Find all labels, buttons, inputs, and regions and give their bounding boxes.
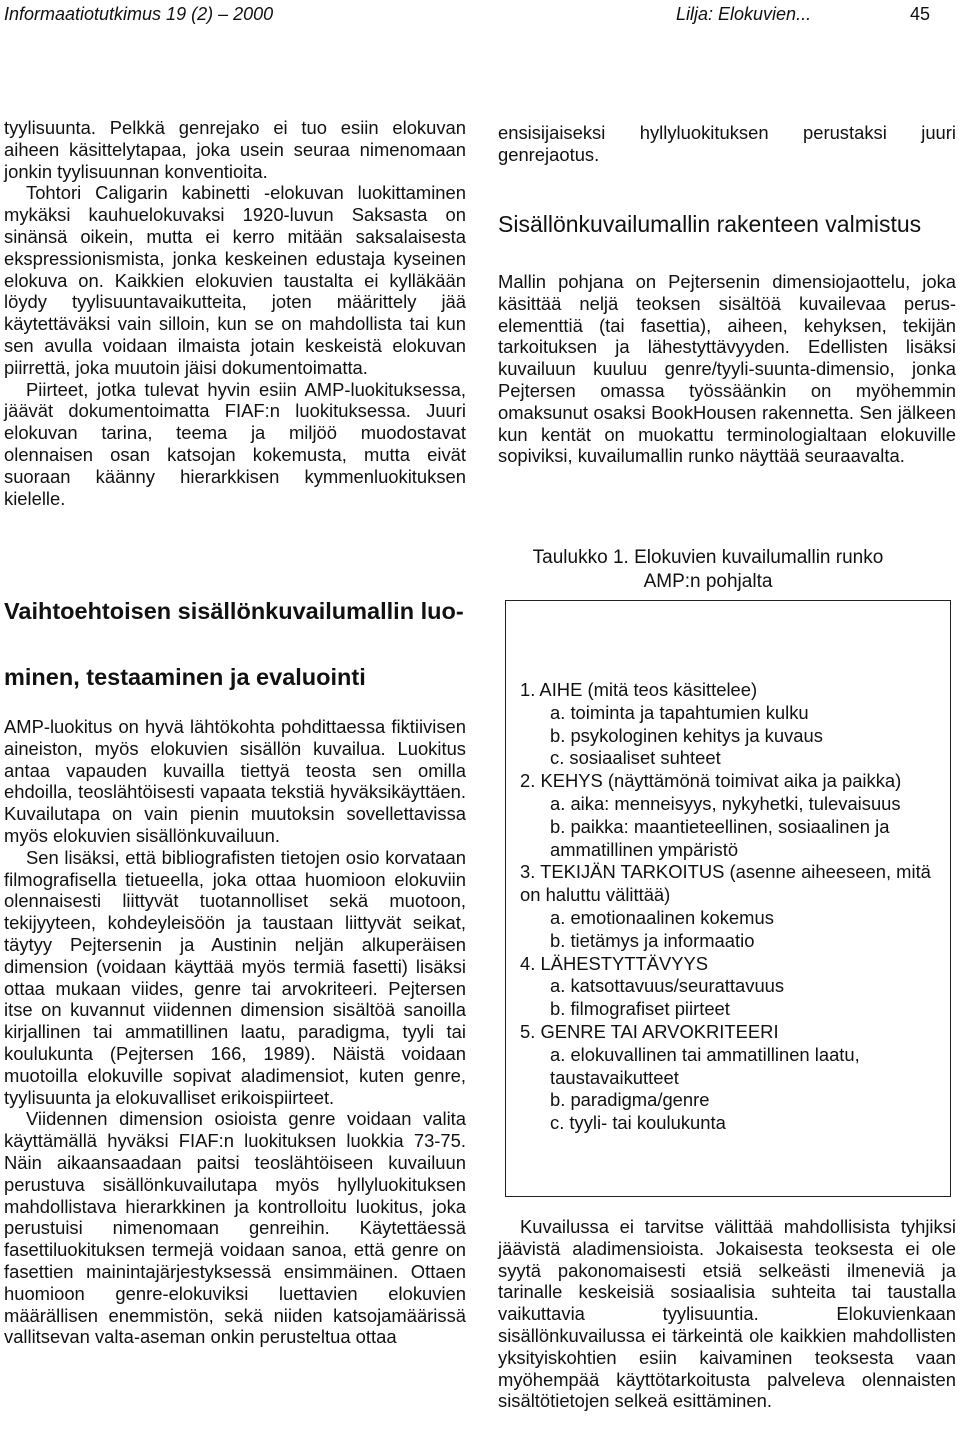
section-heading-right: Sisällönkuvailumallin rakenteen valmistus: [498, 211, 922, 237]
table-subdimension: a. katsottavuus/seurattavuus: [550, 975, 785, 997]
paragraph: tyylisuunta. Pelkkä genrejako ei tuo esiin elokuvan aiheen käsittelytapaa, joka usein seuraa nimenomaan jonkin tyylisuunnan konventioita.: [4, 117, 466, 182]
table-subdimension: b. paradigma/genre: [550, 1089, 710, 1111]
page-number: 45: [909, 4, 930, 24]
table-subdimension: c. tyyli- tai koulukunta: [550, 1112, 726, 1134]
table-subdimension: c. sosiaaliset suhteet: [550, 747, 721, 769]
table-subdimension: a. emotionaalinen kokemus: [550, 906, 774, 928]
right-column-intro: [498, 122, 956, 166]
left-column-bottom: [4, 716, 466, 1348]
table-box: [505, 600, 951, 1197]
table-subdimension: a. elokuvallinen tai ammatillinen laatu, taustavaikutteet: [550, 1043, 860, 1088]
table-dimension: 3. TEKIJÄN TARKOITUS (asenne aiheeseen, mitä on haluttu välittää): [520, 861, 931, 906]
section-heading-left: [4, 578, 474, 710]
journal-citation: Informaatiotutkimus 19 (2) – 2000: [4, 4, 274, 24]
paragraph: Kuvailussa ei tarvitse välittää mahdollisista tyhjiksi jäävistä aladimensioista. Jokaisesta teoksesta ei ole syytä pakonomaisesti etsiä selkeästi ilmeneviä ja tarinalle keskeisiä sosiaalisia suhteita tai taustalla vaikuttavia tyylisuuntia. Elokuvienkaan sisällönkuvailussa ei tärkeintä ole kaikkien mahdollisten yksityiskohtien esiin kaivaminen teoksesta vaan myöhempää käyttötarkoitusta palveleva olennaisten sisältötietojen selkeä esittäminen.: [498, 1216, 956, 1412]
right-column-model: [498, 271, 956, 467]
paragraph: Piirteet, jotka tulevat hyvin esiin AMP-luokituksessa, jäävät dokumentoimatta FIAF:n luokituksessa. Juuri elokuvan tarina, teema ja miljöö muodostavat olennaisen osan katsojan kokemusta, mutta eivät suoraan käänny hierarkkisen kymmenluokituksen kielelle.: [4, 378, 466, 509]
table-list: [520, 679, 940, 1135]
table-subdimension: b. tietämys ja informaatio: [550, 929, 755, 951]
table-subdimension: b. psykologinen kehitys ja kuvaus: [550, 724, 823, 746]
table-subdimension: b. filmografiset piirteet: [550, 998, 730, 1020]
paragraph: Tohtori Caligarin kabinetti -elokuvan luokittaminen mykäksi kauhuelokuvaksi 1920-luvun Saksasta on sinänsä oikein, mutta ei kerro mitään saksalaisesta ekspressionismista, jonka keskeinen edustaja kyseinen elokuva on. Kaikkien elokuvien taustalta ei kylläkään löydy tyylisuuntavaikutteita, joten määrittely jää käytettäväksi vain silloin, kun se on mahdollista tai kun sen avulla voidaan ilmaista jotain keskeistä elokuvan piirrettä, joka muutoin jäisi dokumentoimatta.: [4, 182, 466, 378]
paragraph: ensisijaiseksi hyllyluokituksen perustaksi juuri genrejaotus.: [498, 122, 956, 165]
caption-line: Taulukko 1. Elokuvien kuvailumallin runko: [532, 547, 884, 568]
running-title: Lilja: Elokuvien...: [676, 4, 812, 24]
paragraph: AMP-luokitus on hyvä lähtökohta pohdittaessa fiktiivisen aineiston, myös elokuvien sisällön kuvailua. Luokitus antaa vapauden kuvailla tiettyä teosta sen omilla ehdoilla, teoslähtöisesti vapaata tekstiä hyväksikäyttäen. Kuvailutapa on vain pienin muutoksin sovellettavissa myös elokuvien sisällönkuvailuun.: [4, 716, 466, 846]
table-subdimension: b. paikka: maantieteellinen, sosiaalinen ja ammatillinen ympäristö: [550, 815, 890, 860]
table-dimension: 4. LÄHESTYTTÄVYYS: [520, 952, 709, 974]
table-subdimension: a. toiminta ja tapahtumien kulku: [550, 701, 809, 723]
table-subdimension: a. aika: menneisyys, nykyhetki, tulevaisuus: [550, 792, 901, 814]
caption-line: AMP:n pohjalta: [643, 571, 773, 592]
paragraph: Sen lisäksi, että bibliografisten tietojen osio korvataan filmografisella tietueella, joka ottaa huomioon elokuviin olennaisesti liittyvät tuotannolliset sekä muotoon, tekijyyteen, kohdeyleisöön ja taustaan liittyvät seikat, täytyy Pejtersenin ja Austinin neljän alkuperäisen dimension (voidaan käyttää myös termiä fasetti) lisäksi ottaa mukaan viides, genre tai arvokriteeri. Pejtersen itse on kuvannut viidennen dimension sisältöä sanoilla kirjallinen tai ammatillinen laatu, paradigma, tyyli tai koulukunta (Pejtersen 166, 1989). Näistä voidaan muotoilla elokuville sopivat aladimensiot, kuten genre, tyylisuunta ja elokuvalliset erikoispiirteet.: [4, 846, 466, 1108]
table-dimension: 1. AIHE (mitä teos käsittelee): [520, 679, 758, 700]
right-column-bottom: [498, 1216, 956, 1412]
paragraph: Viidennen dimension osioista genre voidaan valita käyttämällä hyväksi FIAF:n luokituksen luokkia 73-75. Näin aikaansaadaan paitsi teoslähtöiseen kuvailuun perustuva sisällönkuvailutapa myös hyllyluokituksen mahdollistava hierarkkinen ja kontrolloitu luokitus, joka perustuisi nimenomaan genreihin. Käytettäessä fasettiluokituksen termejä voidaan sanoa, että genre on fasettien mainintajärjestyksessä ensimmäinen. Ottaen huomioon genre-elokuviksi luettavien elokuvien määrällisen enemmistön, sekä niiden katsojamäärissä vallitsevan valta-aseman onkin perusteltua ottaa: [4, 1108, 466, 1348]
table-dimension: 5. GENRE TAI ARVOKRITEERI: [520, 1020, 779, 1042]
paragraph: Mallin pohjana on Pejtersenin dimensiojaottelu, joka käsittää neljä teoksen sisältöä kuvailevaa perus-elementtiä (tai fasettia), aiheen, kehyksen, tekijän tarkoituksen ja lähestyttävyyden. Edellisten lisäksi kuvailuun kuuluu genre/tyyli-suunta-dimensio, jonka Pejtersen omassa työssäänkin on myöhemmin omaksunut osaksi BookHousen rakennetta. Sen jälkeen kun kentät on muokattu terminologialtaan elokuville sopiviksi, kuvailumallin runko näyttää seuraavalta.: [498, 271, 956, 467]
table-dimension: 2. KEHYS (näyttämönä toimivat aika ja paikka): [520, 770, 902, 792]
left-column-top: [4, 117, 466, 509]
heading-line: minen, testaaminen ja evaluointi: [4, 664, 366, 690]
table-caption: [498, 546, 918, 594]
heading-line: Vaihtoehtoisen sisällönkuvailumallin luo-: [4, 598, 464, 624]
